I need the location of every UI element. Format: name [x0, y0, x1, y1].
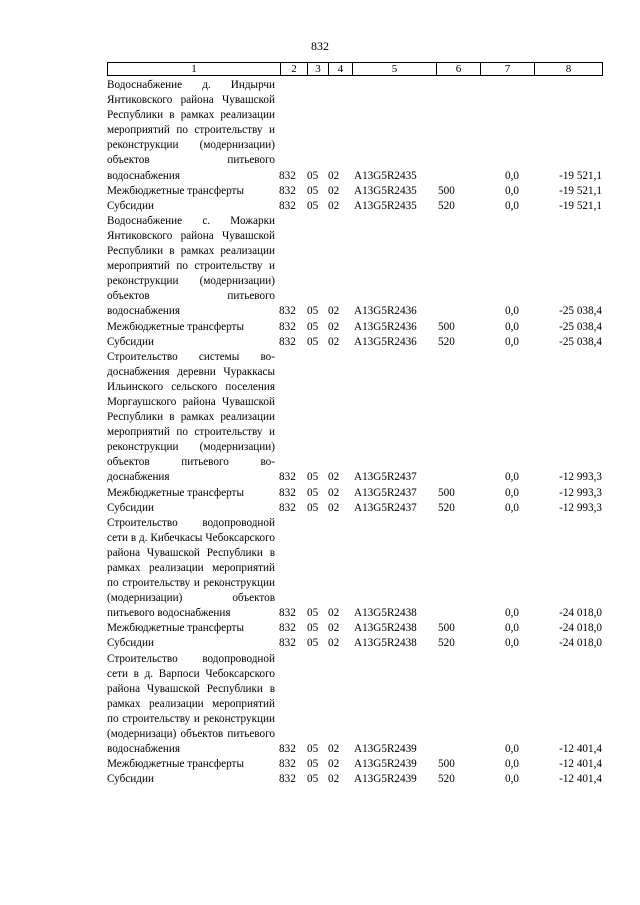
section-code: 05	[307, 169, 319, 182]
row-description: Межбюджетные трансферты	[107, 320, 244, 333]
amount-col8: -25 038,4	[559, 335, 602, 348]
chapter-code: 832	[279, 335, 296, 348]
section-code: 05	[307, 335, 319, 348]
amount-col8: -12 993,3	[559, 501, 602, 514]
row-description: Водоснабжение с. Можарки Янтиковского района Чувашской Республики в рамках реализации мероприятий по строительству и реконструкции (модернизации) объектов питьевого водоснабжения	[107, 214, 275, 318]
table-row	[107, 184, 607, 199]
chapter-code: 832	[279, 501, 296, 514]
target-article-code: A13G5R2438	[354, 622, 417, 635]
target-article-code: A13G5R2436	[354, 320, 417, 333]
subsection-code: 02	[328, 471, 340, 484]
section-code: 05	[307, 305, 319, 318]
amount-col8: -24 018,0	[559, 622, 602, 635]
amount-col8: -12 993,3	[559, 471, 602, 484]
target-article-code: A13G5R2435	[354, 184, 417, 197]
amount-col8: -19 521,1	[559, 199, 602, 212]
table-body	[107, 78, 607, 787]
header-col-3: 3	[307, 63, 328, 75]
table-row	[107, 621, 607, 636]
row-description: Субсидии	[107, 501, 154, 514]
table-row	[107, 78, 607, 184]
row-description: Субсидии	[107, 199, 154, 212]
row-description: Межбюджетные трансферты	[107, 184, 244, 197]
section-code: 05	[307, 471, 319, 484]
chapter-code: 832	[279, 743, 296, 756]
amount-col7: 0,0	[505, 184, 519, 197]
target-article-code: A13G5R2439	[354, 758, 417, 771]
subsection-code: 02	[328, 773, 340, 786]
amount-col7: 0,0	[505, 320, 519, 333]
row-description: Межбюджетные трансферты	[107, 622, 244, 635]
table-row	[107, 199, 607, 214]
table-row	[107, 350, 607, 486]
subsection-code: 02	[328, 335, 340, 348]
chapter-code: 832	[279, 773, 296, 786]
expense-type-code: 520	[438, 637, 455, 650]
target-article-code: A13G5R2436	[354, 335, 417, 348]
header-col-2: 2	[280, 63, 307, 75]
target-article-code: A13G5R2437	[354, 471, 417, 484]
header-col-8: 8	[534, 63, 602, 75]
header-col-4: 4	[328, 63, 352, 75]
target-article-code: A13G5R2439	[354, 773, 417, 786]
amount-col7: 0,0	[505, 758, 519, 771]
amount-col7: 0,0	[505, 471, 519, 484]
expense-type-code: 520	[438, 335, 455, 348]
amount-col8: -12 401,4	[559, 743, 602, 756]
amount-col7: 0,0	[505, 199, 519, 212]
table-row	[107, 652, 607, 758]
subsection-code: 02	[328, 607, 340, 620]
section-code: 05	[307, 743, 319, 756]
amount-col8: -19 521,1	[559, 169, 602, 182]
amount-col8: -25 038,4	[559, 320, 602, 333]
expense-type-code: 500	[438, 486, 455, 499]
subsection-code: 02	[328, 637, 340, 650]
amount-col8: -19 521,1	[559, 184, 602, 197]
row-description: Субсидии	[107, 637, 154, 650]
amount-col7: 0,0	[505, 501, 519, 514]
section-code: 05	[307, 501, 319, 514]
amount-col7: 0,0	[505, 637, 519, 650]
target-article-code: A13G5R2435	[354, 199, 417, 212]
amount-col7: 0,0	[505, 622, 519, 635]
table-row	[107, 486, 607, 501]
subsection-code: 02	[328, 622, 340, 635]
amount-col8: -12 401,4	[559, 758, 602, 771]
chapter-code: 832	[279, 169, 296, 182]
row-description: Строительство системы водоснабжения деревни Чураккасы Ильинского сельского поселения Моргаушского района Чувашской Республики в рамках реализации мероприятий по строительству и реконструкции (модернизации) объектов питьевого водоснабжения	[107, 350, 275, 484]
amount-col7: 0,0	[505, 305, 519, 318]
section-code: 05	[307, 199, 319, 212]
section-code: 05	[307, 607, 319, 620]
amount-col8: -12 993,3	[559, 486, 602, 499]
row-description: Межбюджетные трансферты	[107, 486, 244, 499]
table-row	[107, 772, 607, 787]
amount-col8: -24 018,0	[559, 607, 602, 620]
expense-type-code: 500	[438, 622, 455, 635]
header-col-5: 5	[352, 63, 436, 75]
row-description: Строительство водопроводной сети в д. Кибечкасы Чебоксарского района Чувашской Республики в рамках реализации мероприятий по строительству и реконструкции (модернизации) объектов питьевого водоснабжения	[107, 516, 275, 620]
table-row	[107, 516, 607, 622]
target-article-code: A13G5R2435	[354, 169, 417, 182]
subsection-code: 02	[328, 743, 340, 756]
page-number: 832	[311, 39, 329, 53]
table-row	[107, 757, 607, 772]
chapter-code: 832	[279, 184, 296, 197]
row-description: Субсидии	[107, 335, 154, 348]
subsection-code: 02	[328, 320, 340, 333]
subsection-code: 02	[328, 501, 340, 514]
chapter-code: 832	[279, 320, 296, 333]
target-article-code: A13G5R2437	[354, 501, 417, 514]
expense-type-code: 500	[438, 184, 455, 197]
section-code: 05	[307, 622, 319, 635]
amount-col7: 0,0	[505, 607, 519, 620]
chapter-code: 832	[279, 305, 296, 318]
row-description: Межбюджетные трансферты	[107, 758, 244, 771]
row-description: Строительство водопроводной сети в д. Варпоси Чебоксарского района Чувашской Республики в рамках реализации мероприятий по строительству и реконструкции (модернизаци) объектов питьевого водоснабжения	[107, 652, 275, 756]
header-col-7: 7	[480, 63, 534, 75]
chapter-code: 832	[279, 637, 296, 650]
section-code: 05	[307, 320, 319, 333]
chapter-code: 832	[279, 471, 296, 484]
section-code: 05	[307, 758, 319, 771]
table-row	[107, 320, 607, 335]
amount-col7: 0,0	[505, 169, 519, 182]
expense-type-code: 520	[438, 501, 455, 514]
expense-type-code: 520	[438, 199, 455, 212]
chapter-code: 832	[279, 622, 296, 635]
row-description: Субсидии	[107, 773, 154, 786]
amount-col7: 0,0	[505, 335, 519, 348]
chapter-code: 832	[279, 607, 296, 620]
target-article-code: A13G5R2438	[354, 607, 417, 620]
row-description: Водоснабжение д. Индырчи Янтиковского района Чувашской Республики в рамках реализации мероприятий по строительству и реконструкции (модернизации) объектов питьевого водоснабжения	[107, 79, 275, 182]
table-row	[107, 636, 607, 651]
chapter-code: 832	[279, 199, 296, 212]
amount-col7: 0,0	[505, 486, 519, 499]
target-article-code: A13G5R2436	[354, 305, 417, 318]
target-article-code: A13G5R2439	[354, 743, 417, 756]
expense-type-code: 500	[438, 320, 455, 333]
chapter-code: 832	[279, 486, 296, 499]
section-code: 05	[307, 773, 319, 786]
amount-col8: -25 038,4	[559, 305, 602, 318]
expense-type-code: 520	[438, 773, 455, 786]
table-header	[107, 62, 603, 76]
subsection-code: 02	[328, 486, 340, 499]
subsection-code: 02	[328, 184, 340, 197]
header-col-1: 1	[191, 63, 197, 75]
section-code: 05	[307, 184, 319, 197]
table-row	[107, 335, 607, 350]
section-code: 05	[307, 637, 319, 650]
section-code: 05	[307, 486, 319, 499]
header-col-6: 6	[436, 63, 480, 75]
amount-col8: -12 401,4	[559, 773, 602, 786]
table-row	[107, 214, 607, 320]
chapter-code: 832	[279, 758, 296, 771]
subsection-code: 02	[328, 199, 340, 212]
subsection-code: 02	[328, 305, 340, 318]
amount-col8: -24 018,0	[559, 637, 602, 650]
target-article-code: A13G5R2437	[354, 486, 417, 499]
target-article-code: A13G5R2438	[354, 637, 417, 650]
amount-col7: 0,0	[505, 773, 519, 786]
amount-col7: 0,0	[505, 743, 519, 756]
table-row	[107, 501, 607, 516]
subsection-code: 02	[328, 758, 340, 771]
subsection-code: 02	[328, 169, 340, 182]
expense-type-code: 500	[438, 758, 455, 771]
